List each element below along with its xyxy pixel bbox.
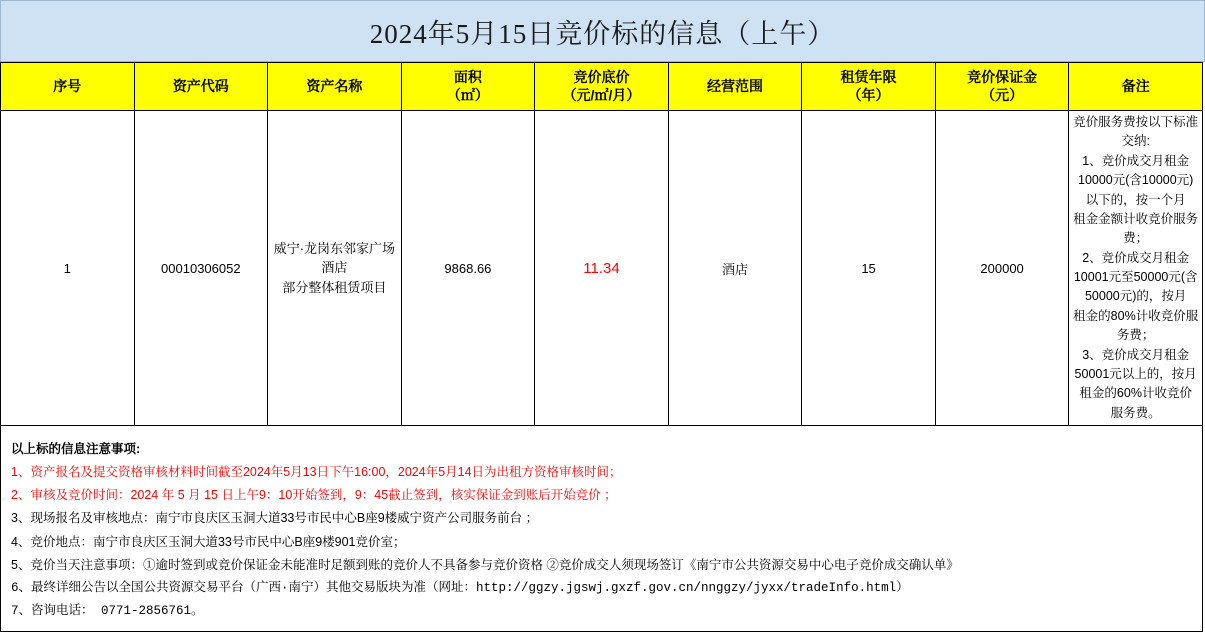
asset-name-line-2: 部分整体租赁项目 (282, 279, 387, 295)
column-header-lease-years: 租赁年限 （年） (802, 63, 936, 111)
cell-remark (1069, 111, 1203, 426)
cell-lease-years: 15 (802, 111, 936, 426)
note-item-1: 1、资产报名及提交资格审核材料时间截至2024年5月13日下午16:00，2024年5月14日为出租方资格审核时间； (11, 465, 622, 480)
table-row (1, 111, 1203, 426)
remark-line: 2、竞价成交月租金10001元至50000元(含50000元)的，按月 (1073, 250, 1198, 304)
table-header-row (1, 63, 1203, 111)
notes-heading: 以上标的信息注意事项: (11, 442, 141, 456)
remark-line: 3、竞价成交月租金50001元以上的，按月租金的60%计收竞价 (1074, 347, 1197, 401)
remark-line: 竞价服务费按以下标准交纳: (1073, 115, 1199, 149)
note-item-5: 5、竞价当天注意事项：①逾时签到或竞价保证金未能准时足额到账的竞价人不具备参与竞价资格 ②竞价成交人须现场签订《南宁市公共资源交易中心电子竞价成交确认单》 (11, 557, 959, 572)
asset-table (0, 62, 1203, 426)
column-header-remark: 备注 (1069, 63, 1203, 111)
asset-name-line-1: 威宁·龙岗东邻家广场酒店 (273, 240, 396, 276)
column-header-deposit: 竞价保证金 （元） (935, 63, 1069, 111)
page-title: 2024年5月15日竞价标的信息（上午） (369, 18, 836, 49)
remark-line: 租金金额计收竞价服务费； (1073, 211, 1199, 246)
note-item-6: 6、最终详细公告以全国公共资源交易平台（广西·南宁）其他交易版块为准（网址：http://ggzy.jgswj.gxzf.gov.cn/nnggzy/jyxx/tradeInfo.html） (11, 580, 909, 595)
cell-area: 9868.66 (401, 111, 535, 426)
note-item-3: 3、现场报名及审核地点：南宁市良庆区玉洞大道33号市民中心B座9楼威宁资产公司服务前台 ； (11, 511, 539, 526)
cell-business-scope: 酒店 (668, 111, 802, 426)
column-header-asset-code: 资产代码 (134, 63, 268, 111)
cell-asset-name (268, 111, 402, 426)
cell-index: 1 (1, 111, 135, 426)
column-header-index: 序号 (1, 63, 135, 111)
cell-deposit: 200000 (935, 111, 1069, 426)
table-header (1, 63, 1203, 111)
note-item-4: 4、竞价地点：南宁市良庆区玉洞大道33号市民中心B座9楼901竞价室； (11, 534, 406, 549)
cell-asset-code: 00010306052 (134, 111, 268, 426)
table-body (1, 111, 1203, 426)
column-header-asset-name: 资产名称 (268, 63, 402, 111)
column-header-business-scope: 经营范围 (668, 63, 802, 111)
column-header-area: 面积 （㎡） (401, 63, 535, 111)
remark-line: 服务费。 (1110, 405, 1161, 420)
notes-section (0, 426, 1203, 632)
remark-line: 租金的80%计收竞价服务费； (1073, 308, 1199, 343)
cell-base-price: 11.34 (535, 111, 669, 426)
column-header-base-price: 竞价底价 （元/㎡/月） (535, 63, 669, 111)
remark-line: 1、竞价成交月租金10000元(含10000元)以下的，按一个月 (1078, 153, 1194, 207)
title-banner (0, 0, 1205, 62)
note-item-2: 2、审核及竞价时间：2024 年 5 月 15 日上午9：10开始签到，9：45截止签到，核实保证金到账后开始竞价 ； (11, 488, 617, 503)
note-item-7: 7、咨询电话： 0771-2856761。 (11, 603, 204, 618)
